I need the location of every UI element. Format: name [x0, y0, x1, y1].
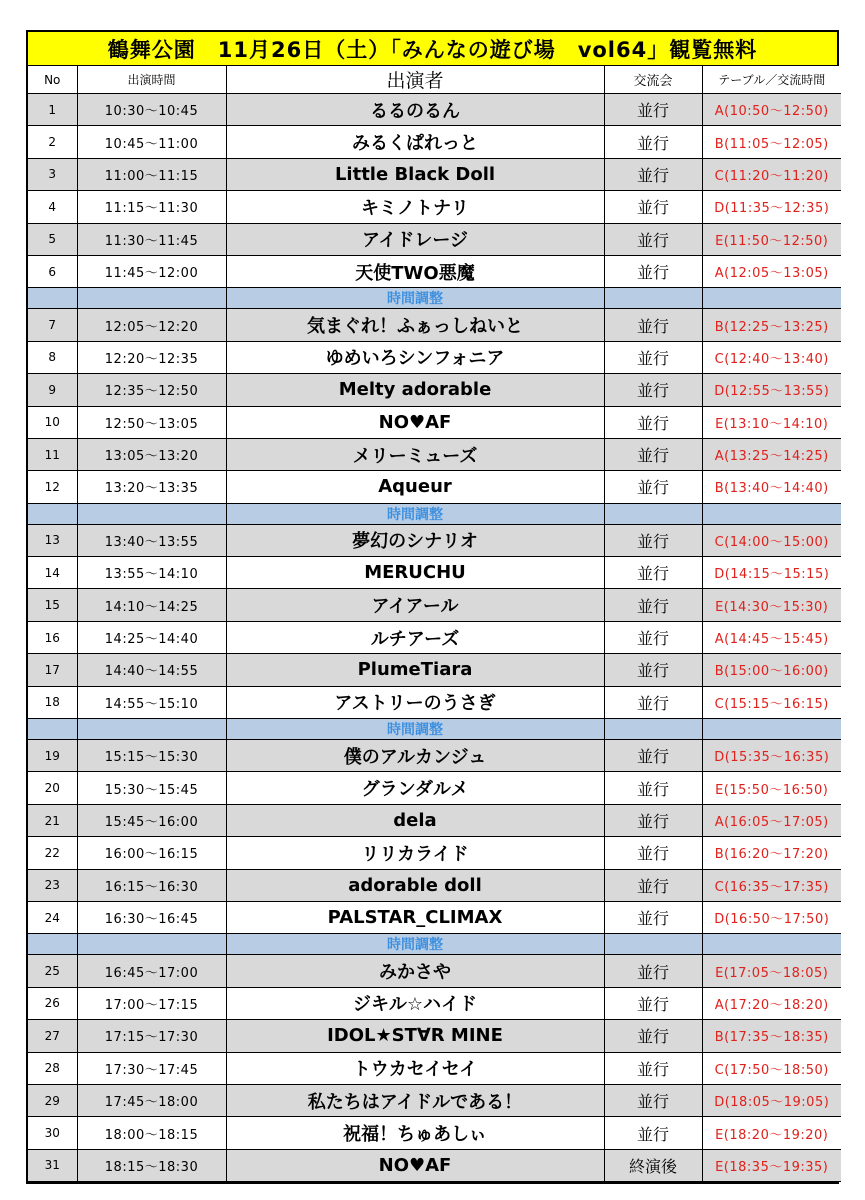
- exchange-status: 並行: [604, 309, 702, 341]
- exchange-table-time: C(16:35～17:35): [702, 869, 841, 901]
- performer-name: ゆめいろシンフォニア: [226, 341, 604, 373]
- performer-name: ジキル☆ハイド: [226, 987, 604, 1019]
- table-row: [28, 524, 841, 556]
- exchange-table-time: D(14:15～15:15): [702, 557, 841, 589]
- row-number: 3: [28, 158, 77, 190]
- row-number: 2: [28, 126, 77, 158]
- break-row: [28, 288, 841, 309]
- performance-time: 11:30～11:45: [77, 223, 226, 255]
- exchange-status: 並行: [604, 869, 702, 901]
- exchange-table-time: D(11:35～12:35): [702, 191, 841, 223]
- performer-name: るるのるん: [226, 94, 604, 126]
- performer-name: 祝福！ちゅあしぃ: [226, 1117, 604, 1149]
- table-row: [28, 987, 841, 1019]
- exchange-table-time: E(18:35～19:35): [702, 1149, 841, 1181]
- exchange-status: 並行: [604, 955, 702, 987]
- table-row: [28, 126, 841, 158]
- performance-time: 13:20～13:35: [77, 471, 226, 503]
- performer-name: アイアール: [226, 589, 604, 621]
- exchange-table-time: D(15:35～16:35): [702, 740, 841, 772]
- exchange-table-time: D(16:50～17:50): [702, 901, 841, 933]
- header-exchange: 交流会: [604, 66, 702, 94]
- performer-name: 気まぐれ！ふぁっしねいと: [226, 309, 604, 341]
- table-row: [28, 837, 841, 869]
- exchange-status: 終演後: [604, 1149, 702, 1181]
- performance-time: 15:45～16:00: [77, 804, 226, 836]
- table-row: [28, 438, 841, 470]
- exchange-table-time: E(18:20～19:20): [702, 1117, 841, 1149]
- performer-name: リリカライド: [226, 837, 604, 869]
- row-number: 5: [28, 223, 77, 255]
- performer-name: PALSTAR_CLIMAX: [226, 901, 604, 933]
- performer-name: adorable doll: [226, 869, 604, 901]
- exchange-table-time: D(12:55～13:55): [702, 374, 841, 406]
- performance-time: 13:55～14:10: [77, 557, 226, 589]
- performance-time: 10:45～11:00: [77, 126, 226, 158]
- exchange-table-time: B(11:05～12:05): [702, 126, 841, 158]
- exchange-status: 並行: [604, 126, 702, 158]
- performance-time: 16:45～17:00: [77, 955, 226, 987]
- table-row: [28, 804, 841, 836]
- performance-time: 14:40～14:55: [77, 654, 226, 686]
- row-number: 7: [28, 309, 77, 341]
- exchange-status: 並行: [604, 804, 702, 836]
- row-number: 25: [28, 955, 77, 987]
- break-cell: [604, 934, 702, 955]
- exchange-status: 並行: [604, 374, 702, 406]
- row-number: 22: [28, 837, 77, 869]
- row-number: 21: [28, 804, 77, 836]
- break-cell: [604, 719, 702, 740]
- table-row: [28, 869, 841, 901]
- performance-time: 12:50～13:05: [77, 406, 226, 438]
- exchange-table-time: B(13:40～14:40): [702, 471, 841, 503]
- exchange-status: 並行: [604, 654, 702, 686]
- break-label: 時間調整: [226, 934, 604, 955]
- performer-name: 天使TWO悪魔: [226, 255, 604, 287]
- performance-time: 14:25～14:40: [77, 621, 226, 653]
- performer-name: Little Black Doll: [226, 158, 604, 190]
- performer-name: グランダルメ: [226, 772, 604, 804]
- exchange-status: 並行: [604, 1117, 702, 1149]
- break-cell: [28, 288, 77, 309]
- table-row: [28, 158, 841, 190]
- timetable-sheet: [26, 30, 839, 1184]
- row-number: 27: [28, 1020, 77, 1052]
- break-cell: [604, 288, 702, 309]
- break-cell: [77, 719, 226, 740]
- break-cell: [702, 934, 841, 955]
- exchange-table-time: B(15:00～16:00): [702, 654, 841, 686]
- break-cell: [28, 934, 77, 955]
- exchange-table-time: C(15:15～16:15): [702, 686, 841, 718]
- header-table: テーブル／交流時間: [702, 66, 841, 94]
- table-row: [28, 471, 841, 503]
- exchange-status: 並行: [604, 686, 702, 718]
- break-cell: [77, 288, 226, 309]
- exchange-status: 並行: [604, 94, 702, 126]
- exchange-status: 並行: [604, 406, 702, 438]
- exchange-table-time: C(12:40～13:40): [702, 341, 841, 373]
- header-no: No: [28, 66, 77, 94]
- exchange-status: 並行: [604, 557, 702, 589]
- row-number: 26: [28, 987, 77, 1019]
- performance-time: 17:00～17:15: [77, 987, 226, 1019]
- exchange-table-time: B(17:35～18:35): [702, 1020, 841, 1052]
- exchange-status: 並行: [604, 438, 702, 470]
- performance-time: 14:55～15:10: [77, 686, 226, 718]
- table-row: [28, 94, 841, 126]
- exchange-status: 並行: [604, 837, 702, 869]
- row-number: 18: [28, 686, 77, 718]
- exchange-table-time: E(14:30～15:30): [702, 589, 841, 621]
- exchange-table-time: B(12:25～13:25): [702, 309, 841, 341]
- exchange-table-time: E(11:50～12:50): [702, 223, 841, 255]
- performance-time: 15:15～15:30: [77, 740, 226, 772]
- row-number: 30: [28, 1117, 77, 1149]
- exchange-table-time: C(17:50～18:50): [702, 1052, 841, 1084]
- performance-time: 16:30～16:45: [77, 901, 226, 933]
- exchange-table-time: B(16:20～17:20): [702, 837, 841, 869]
- break-row: [28, 503, 841, 524]
- exchange-table-time: C(11:20～11:20): [702, 158, 841, 190]
- row-number: 29: [28, 1084, 77, 1116]
- performance-time: 13:40～13:55: [77, 524, 226, 556]
- row-number: 14: [28, 557, 77, 589]
- break-label: 時間調整: [226, 503, 604, 524]
- table-body: [28, 94, 841, 1182]
- row-number: 12: [28, 471, 77, 503]
- break-cell: [77, 503, 226, 524]
- row-number: 23: [28, 869, 77, 901]
- performer-name: Aqueur: [226, 471, 604, 503]
- performer-name: 僕のアルカンジュ: [226, 740, 604, 772]
- table-row: [28, 557, 841, 589]
- table-row: [28, 1052, 841, 1084]
- row-number: 13: [28, 524, 77, 556]
- exchange-table-time: C(14:00～15:00): [702, 524, 841, 556]
- performance-time: 11:00～11:15: [77, 158, 226, 190]
- event-title: 鶴舞公園 11月26日（土）「みんなの遊び場 vol64」観覧無料: [28, 32, 837, 66]
- break-label: 時間調整: [226, 719, 604, 740]
- table-row: [28, 1149, 841, 1181]
- break-cell: [28, 503, 77, 524]
- performer-name: トウカセイセイ: [226, 1052, 604, 1084]
- exchange-status: 並行: [604, 191, 702, 223]
- exchange-table-time: E(15:50～16:50): [702, 772, 841, 804]
- exchange-table-time: A(16:05～17:05): [702, 804, 841, 836]
- performer-name: NO♥AF: [226, 1149, 604, 1181]
- performer-name: Melty adorable: [226, 374, 604, 406]
- exchange-status: 並行: [604, 987, 702, 1019]
- exchange-status: 並行: [604, 1084, 702, 1116]
- table-row: [28, 772, 841, 804]
- exchange-status: 並行: [604, 740, 702, 772]
- exchange-table-time: A(13:25～14:25): [702, 438, 841, 470]
- performer-name: 私たちはアイドルである！: [226, 1084, 604, 1116]
- exchange-status: 並行: [604, 589, 702, 621]
- performer-name: IDOL★ST∀R MINE: [226, 1020, 604, 1052]
- performance-time: 15:30～15:45: [77, 772, 226, 804]
- row-number: 11: [28, 438, 77, 470]
- performer-name: dela: [226, 804, 604, 836]
- performance-time: 18:15～18:30: [77, 1149, 226, 1181]
- table-row: [28, 654, 841, 686]
- performer-name: みるくぱれっと: [226, 126, 604, 158]
- row-number: 17: [28, 654, 77, 686]
- table-row: [28, 621, 841, 653]
- table-row: [28, 406, 841, 438]
- exchange-status: 並行: [604, 1052, 702, 1084]
- row-number: 9: [28, 374, 77, 406]
- performer-name: みかさや: [226, 955, 604, 987]
- exchange-table-time: A(10:50～12:50): [702, 94, 841, 126]
- table-row: [28, 740, 841, 772]
- table-header: [28, 66, 841, 94]
- table-row: [28, 901, 841, 933]
- break-label: 時間調整: [226, 288, 604, 309]
- table-row: [28, 955, 841, 987]
- exchange-table-time: A(12:05～13:05): [702, 255, 841, 287]
- performance-time: 18:00～18:15: [77, 1117, 226, 1149]
- table-row: [28, 1020, 841, 1052]
- table-row: [28, 686, 841, 718]
- exchange-status: 並行: [604, 341, 702, 373]
- performer-name: メリーミューズ: [226, 438, 604, 470]
- break-cell: [28, 719, 77, 740]
- exchange-status: 並行: [604, 1020, 702, 1052]
- exchange-table-time: D(18:05～19:05): [702, 1084, 841, 1116]
- timetable: [28, 66, 841, 1182]
- row-number: 19: [28, 740, 77, 772]
- break-cell: [702, 719, 841, 740]
- table-row: [28, 589, 841, 621]
- row-number: 31: [28, 1149, 77, 1181]
- performance-time: 16:00～16:15: [77, 837, 226, 869]
- performance-time: 11:15～11:30: [77, 191, 226, 223]
- performance-time: 17:30～17:45: [77, 1052, 226, 1084]
- table-row: [28, 1084, 841, 1116]
- performance-time: 12:05～12:20: [77, 309, 226, 341]
- row-number: 1: [28, 94, 77, 126]
- performance-time: 12:35～12:50: [77, 374, 226, 406]
- break-cell: [702, 503, 841, 524]
- break-row: [28, 934, 841, 955]
- exchange-status: 並行: [604, 158, 702, 190]
- exchange-table-time: E(17:05～18:05): [702, 955, 841, 987]
- row-number: 24: [28, 901, 77, 933]
- header-time: 出演時間: [77, 66, 226, 94]
- performance-time: 12:20～12:35: [77, 341, 226, 373]
- row-number: 15: [28, 589, 77, 621]
- performance-time: 13:05～13:20: [77, 438, 226, 470]
- break-cell: [77, 934, 226, 955]
- exchange-table-time: A(17:20～18:20): [702, 987, 841, 1019]
- performer-name: NO♥AF: [226, 406, 604, 438]
- performer-name: MERUCHU: [226, 557, 604, 589]
- performance-time: 17:15～17:30: [77, 1020, 226, 1052]
- exchange-status: 並行: [604, 524, 702, 556]
- performer-name: 夢幻のシナリオ: [226, 524, 604, 556]
- exchange-table-time: A(14:45～15:45): [702, 621, 841, 653]
- exchange-status: 並行: [604, 772, 702, 804]
- row-number: 16: [28, 621, 77, 653]
- table-row: [28, 374, 841, 406]
- exchange-status: 並行: [604, 621, 702, 653]
- header-performer: 出演者: [226, 66, 604, 94]
- performance-time: 11:45～12:00: [77, 255, 226, 287]
- row-number: 10: [28, 406, 77, 438]
- performance-time: 17:45～18:00: [77, 1084, 226, 1116]
- exchange-status: 並行: [604, 901, 702, 933]
- row-number: 20: [28, 772, 77, 804]
- exchange-status: 並行: [604, 223, 702, 255]
- performance-time: 16:15～16:30: [77, 869, 226, 901]
- performer-name: PlumeTiara: [226, 654, 604, 686]
- table-row: [28, 309, 841, 341]
- exchange-status: 並行: [604, 255, 702, 287]
- row-number: 28: [28, 1052, 77, 1084]
- table-row: [28, 1117, 841, 1149]
- table-row: [28, 255, 841, 287]
- performance-time: 14:10～14:25: [77, 589, 226, 621]
- row-number: 6: [28, 255, 77, 287]
- performer-name: アイドレージ: [226, 223, 604, 255]
- row-number: 4: [28, 191, 77, 223]
- table-row: [28, 191, 841, 223]
- table-row: [28, 223, 841, 255]
- performer-name: ルチアーズ: [226, 621, 604, 653]
- break-cell: [604, 503, 702, 524]
- performance-time: 10:30～10:45: [77, 94, 226, 126]
- row-number: 8: [28, 341, 77, 373]
- table-row: [28, 341, 841, 373]
- break-cell: [702, 288, 841, 309]
- exchange-table-time: E(13:10～14:10): [702, 406, 841, 438]
- performer-name: アストリーのうさぎ: [226, 686, 604, 718]
- exchange-status: 並行: [604, 471, 702, 503]
- break-row: [28, 719, 841, 740]
- performer-name: キミノトナリ: [226, 191, 604, 223]
